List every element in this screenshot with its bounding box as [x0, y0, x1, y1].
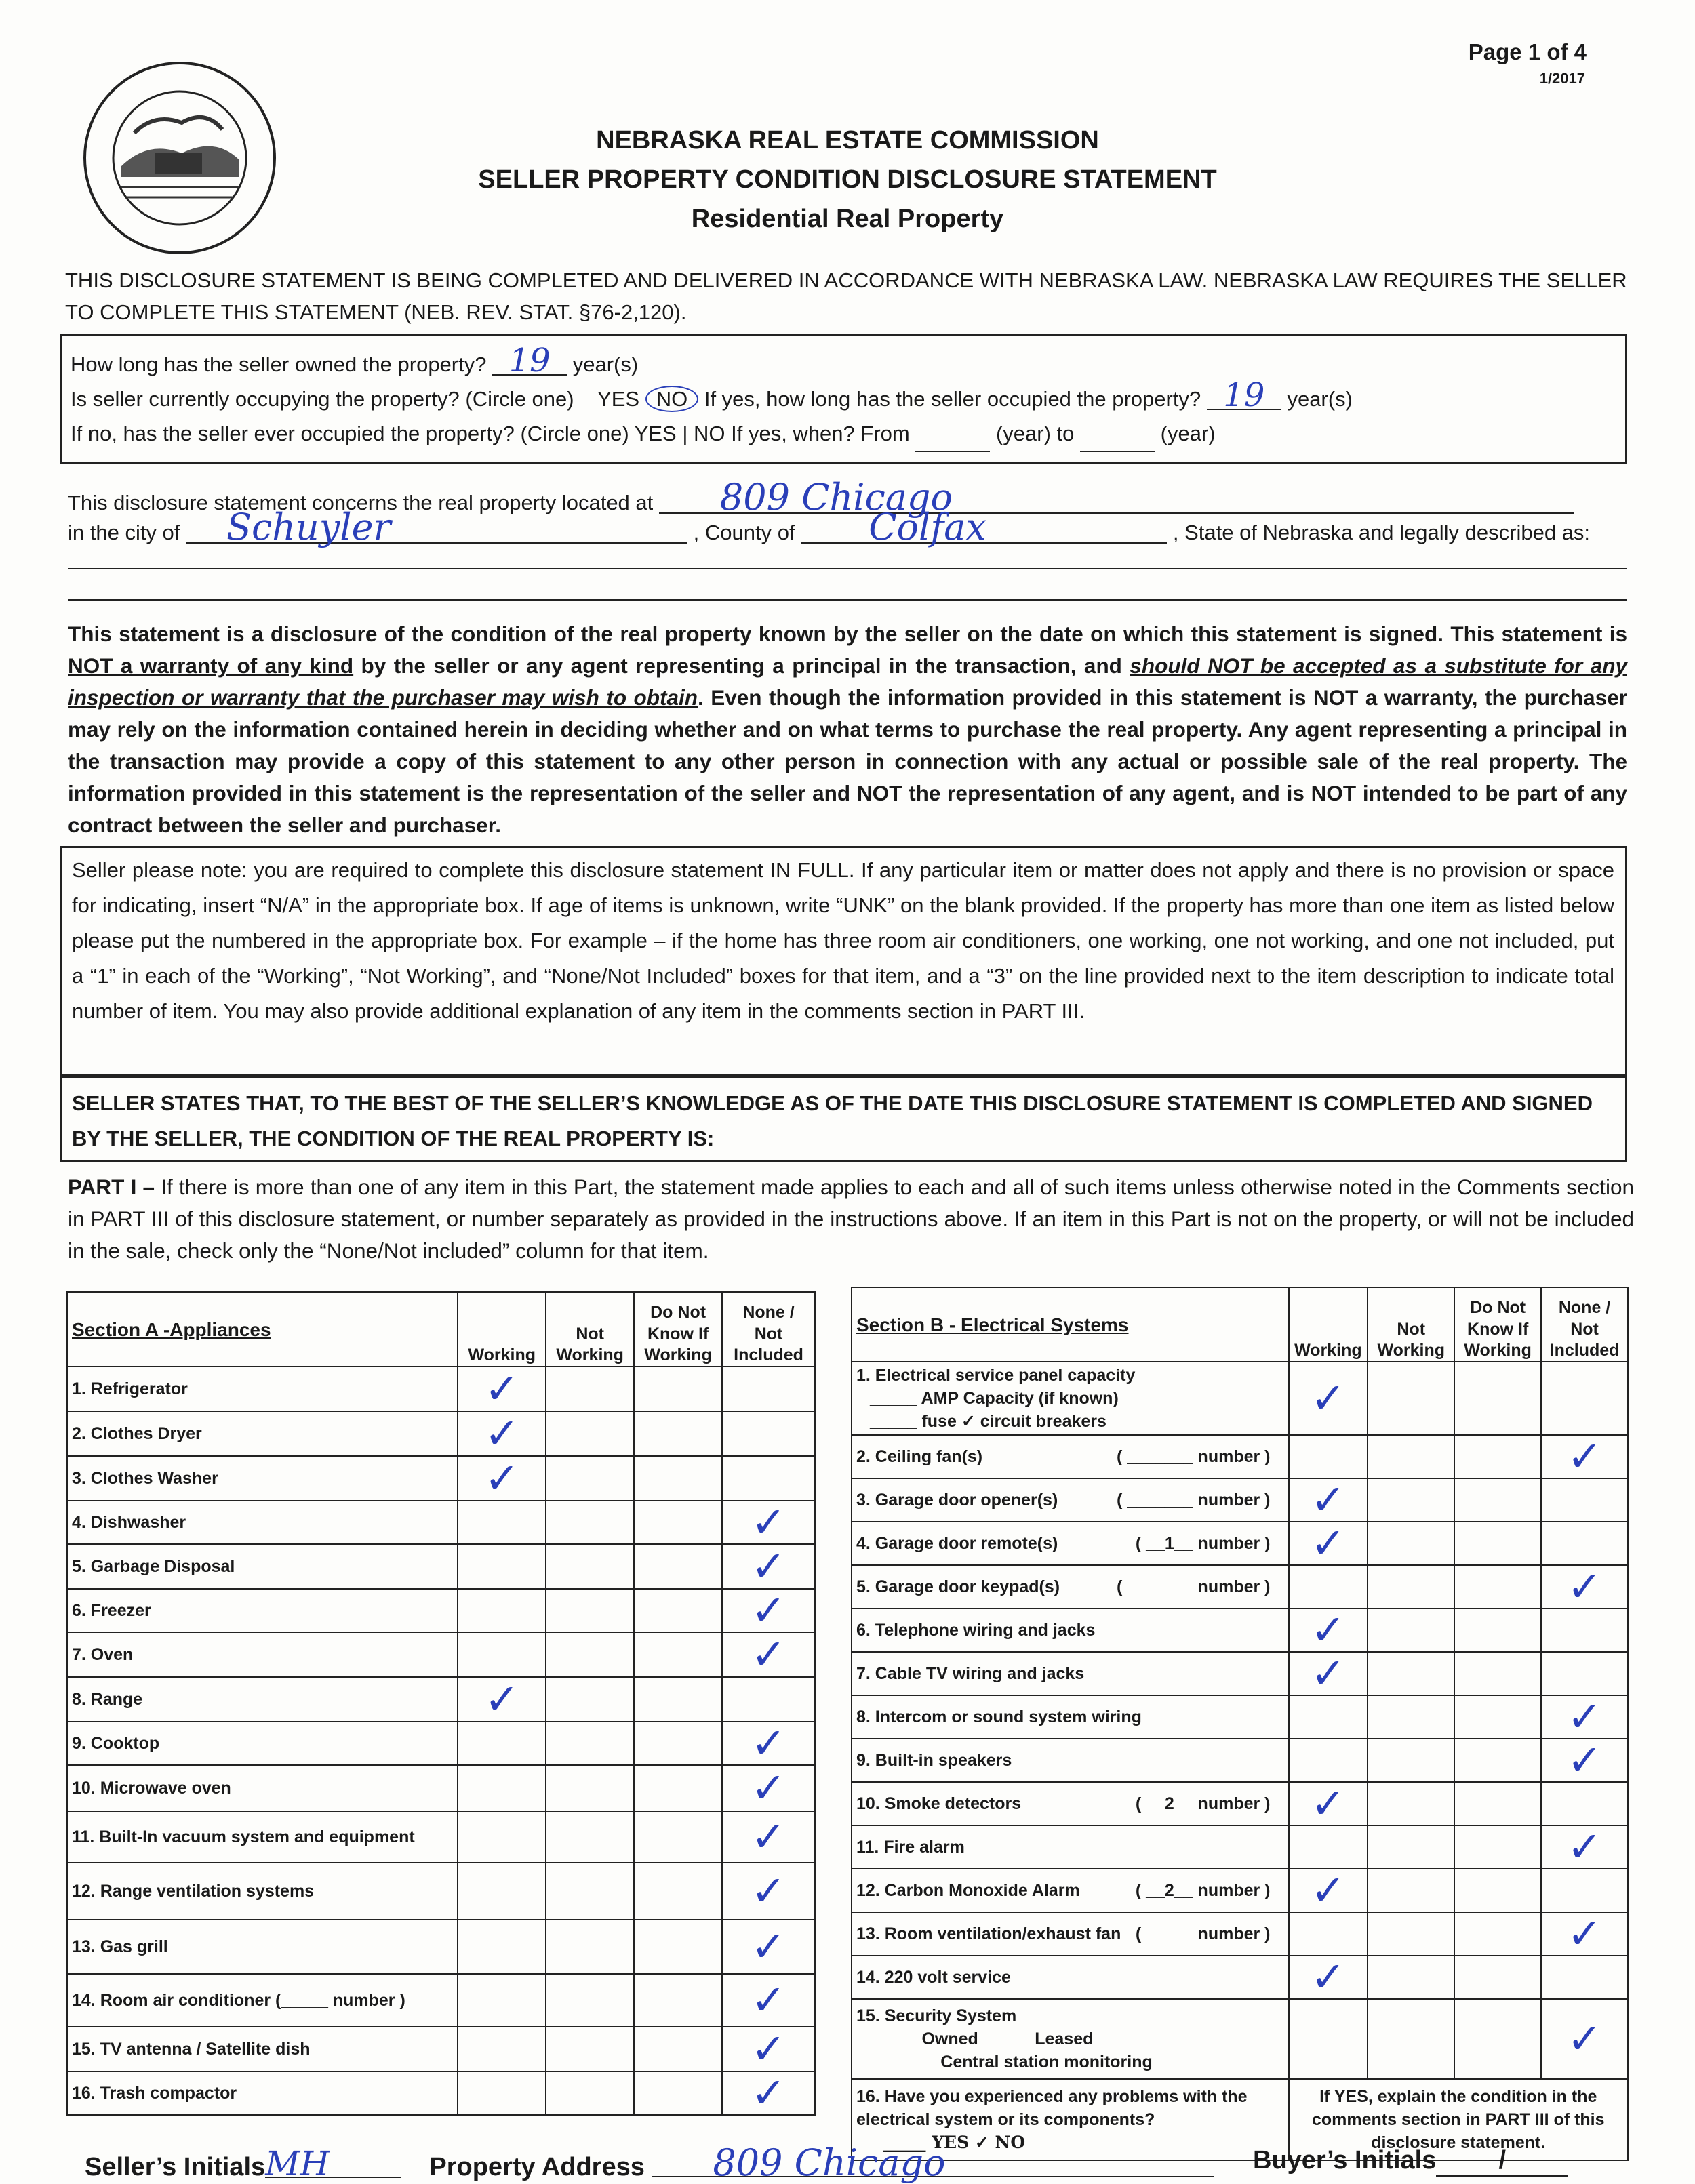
checkbox-dont_know[interactable]	[634, 2071, 722, 2115]
checkbox-none[interactable]	[722, 1541, 815, 1591]
checkbox-none[interactable]	[1541, 1999, 1628, 2079]
electrical-item-name: 12. Carbon Monoxide Alarm	[856, 1881, 1080, 1900]
checkbox-not_working[interactable]	[1368, 1522, 1454, 1565]
checkbox-working[interactable]	[458, 1863, 546, 1920]
electrical-row	[852, 1825, 1628, 1869]
check-mark-icon: ✓	[484, 1453, 520, 1503]
checkbox-working[interactable]	[1289, 1865, 1368, 1915]
checkbox-dont_know[interactable]	[634, 1765, 722, 1811]
county-field[interactable]: Colfax	[801, 512, 1167, 544]
checkbox-dont_know[interactable]	[1454, 1609, 1541, 1652]
electrical-label	[852, 1609, 1289, 1652]
checkbox-not_working[interactable]	[546, 1367, 634, 1411]
checkbox-not_working[interactable]	[546, 1456, 634, 1501]
seller-initials-field[interactable]: MH	[265, 2151, 401, 2178]
checkbox-not_working[interactable]	[546, 1677, 634, 1722]
checkbox-not_working[interactable]	[1368, 1869, 1454, 1912]
checkbox-working[interactable]	[458, 1674, 546, 1724]
checkbox-dont_know[interactable]	[634, 1863, 722, 1920]
checkbox-none[interactable]	[1541, 1956, 1628, 1999]
checkbox-not_working[interactable]	[546, 1501, 634, 1544]
check-mark-icon: ✓	[484, 1409, 520, 1458]
checkbox-none[interactable]	[1541, 1362, 1628, 1435]
check-mark-icon: ✓	[751, 1718, 786, 1768]
checkbox-not_working[interactable]	[1368, 1956, 1454, 1999]
checkbox-dont_know[interactable]	[1454, 1362, 1541, 1435]
appliance-row	[67, 1367, 815, 1411]
checkbox-dont_know[interactable]	[634, 1367, 722, 1411]
checkbox-dont_know[interactable]	[1454, 1652, 1541, 1695]
electrical-label	[852, 1782, 1289, 1825]
electrical-label	[852, 1912, 1289, 1956]
property-city-county: in the city of Schuyler , County of Colfax , State of Nebraska and legally described as:	[68, 506, 1591, 548]
appliance-label: 9. Cooktop	[67, 1722, 458, 1765]
checkbox-none[interactable]	[1541, 1562, 1628, 1611]
electrical-item-name: 6. Telephone wiring and jacks	[856, 1621, 1096, 1640]
appliance-label: 7. Oven	[67, 1632, 458, 1677]
electrical-label	[852, 1435, 1289, 1478]
checkbox-dont_know[interactable]	[634, 1677, 722, 1722]
checkbox-working[interactable]	[458, 1544, 546, 1589]
check-mark-icon: ✓	[751, 1497, 786, 1547]
checkbox-dont_know[interactable]	[634, 1811, 722, 1863]
appliance-row	[67, 1589, 815, 1632]
check-mark-icon: ✓	[1567, 2014, 1603, 2063]
checkbox-working[interactable]	[458, 2071, 546, 2115]
electrical-row	[852, 1956, 1628, 1999]
buyer-initials: Buyer’s Initials /	[1253, 2146, 1568, 2177]
checkbox-dont_know[interactable]	[634, 1411, 722, 1456]
checkbox-not_working[interactable]	[546, 1811, 634, 1863]
checkbox-dont_know[interactable]	[634, 2027, 722, 2071]
electrical-item-name: 13. Room ventilation/exhaust fan	[856, 1924, 1121, 1943]
check-mark-icon: ✓	[1310, 1605, 1346, 1655]
appliance-label: 11. Built-In vacuum system and equipment	[67, 1811, 458, 1863]
quantity-field[interactable]: ( __2__ number )	[1135, 1794, 1271, 1813]
appliance-row	[67, 1677, 815, 1722]
appliance-row	[67, 1456, 815, 1501]
electrical-problems-answer[interactable]: _____ YES ✓ NO	[883, 2132, 1026, 2152]
checkbox-not_working[interactable]	[546, 1411, 634, 1456]
electrical-problems-note: If YES, explain the condition in the comments section in PART III of this disclosure statement.	[1289, 2079, 1629, 2160]
electrical-sub-option[interactable]: _____ fuse ✓ circuit breakers	[870, 1412, 1106, 1431]
checkbox-working[interactable]	[458, 1453, 546, 1503]
footer-property-address-field[interactable]: 809 Chicago	[652, 2150, 1214, 2177]
checkbox-none[interactable]	[722, 1718, 815, 1768]
checkbox-working[interactable]	[1289, 1518, 1368, 1568]
check-mark-icon: ✓	[1310, 1518, 1346, 1568]
header-line-1: NEBRASKA REAL ESTATE COMMISSION	[596, 126, 1099, 155]
checkbox-working[interactable]	[1289, 1779, 1368, 1828]
check-mark-icon: ✓	[1310, 1475, 1346, 1524]
checkbox-not_working[interactable]	[1368, 1565, 1454, 1609]
checkbox-not_working[interactable]	[1368, 1652, 1454, 1695]
electrical-row	[852, 1739, 1628, 1782]
checkbox-not_working[interactable]	[1368, 1912, 1454, 1956]
checkbox-working[interactable]	[1289, 1565, 1368, 1609]
checkbox-dont_know[interactable]	[1454, 1478, 1541, 1522]
check-mark-icon: ✓	[751, 1812, 786, 1861]
warranty-statement: This statement is a disclosure of the condition of the real property known by the seller on the date on which this statement is signed. This statement is NOT a warranty of any kind by the seller or any agent representing a principal in the transaction, and should NOT be accepted as a substitute for any inspection or warranty that the purchaser may wish to obtain. Even though the information provided in this statement is NOT a warranty, the purchaser may rely on the information contained herein in deciding whether and on what terms to purchase the real property. Any agent representing a principal in the transaction may provide a copy of this statement to any other person in connection with any actual or possible sale of the real property. The information provided in this statement is the representation of the seller and NOT the representation of any agent, and is NOT intended to be part of any contract between the seller and purchaser.	[68, 622, 1627, 837]
checkbox-working[interactable]	[458, 2027, 546, 2071]
electrical-item-name: 14. 220 volt service	[856, 1968, 1011, 1987]
checkbox-working[interactable]	[1289, 1605, 1368, 1655]
checkbox-none[interactable]	[1541, 1609, 1628, 1652]
check-mark-icon: ✓	[484, 1674, 520, 1724]
checkbox-working[interactable]	[458, 1364, 546, 1413]
quantity-field[interactable]: ( _______ number )	[1117, 1577, 1271, 1596]
check-mark-icon: ✓	[751, 1866, 786, 1916]
checkbox-none[interactable]	[722, 1632, 815, 1677]
checkbox-working[interactable]	[458, 1765, 546, 1811]
footer: Seller’s InitialsMH Property Address 809 Chicago	[85, 2150, 1214, 2182]
checkbox-not_working[interactable]	[546, 1589, 634, 1632]
checkbox-working[interactable]	[458, 1722, 546, 1765]
check-mark-icon: ✓	[1310, 1865, 1346, 1915]
electrical-sub-option[interactable]: _____ AMP Capacity (if known)	[870, 1389, 1119, 1408]
check-mark-icon: ✓	[751, 1975, 786, 2025]
checkbox-not_working[interactable]	[546, 1544, 634, 1589]
checkbox-dont_know[interactable]	[1454, 1522, 1541, 1565]
electrical-label	[852, 1478, 1289, 1522]
appliance-label: 14. Room air conditioner (_____ number )	[67, 1974, 458, 2027]
checkbox-working[interactable]	[458, 1632, 546, 1677]
checkbox-dont_know[interactable]	[634, 1589, 722, 1632]
owned-question: How long has the seller owned the property? 19 year(s)	[71, 342, 639, 380]
checkbox-none[interactable]	[722, 1367, 815, 1411]
checkbox-working[interactable]	[458, 1589, 546, 1632]
col-dont-know-b: Do Not Know If Working	[1454, 1287, 1541, 1362]
checkbox-not_working[interactable]	[546, 2027, 634, 2071]
checkbox-working[interactable]	[458, 1411, 546, 1456]
appliance-row	[67, 1411, 815, 1456]
check-mark-icon: ✓	[1567, 1822, 1603, 1872]
checkbox-none[interactable]	[1541, 1735, 1628, 1785]
quantity-field[interactable]: ( _______ number )	[1117, 1447, 1271, 1466]
check-mark-icon: ✓	[1310, 1649, 1346, 1698]
appliance-row	[67, 1632, 815, 1677]
col-working-b: Working	[1289, 1287, 1368, 1362]
checkbox-dont_know[interactable]	[1454, 1739, 1541, 1782]
checkbox-not_working[interactable]	[546, 1920, 634, 1974]
quantity-field[interactable]: ( _____ number )	[1135, 1924, 1271, 1943]
col-none-b: None / Not Included	[1541, 1287, 1628, 1362]
no-option-circled[interactable]: NO	[645, 386, 699, 412]
col-not-working-b: Not Working	[1368, 1287, 1454, 1362]
checkbox-none[interactable]	[1541, 1652, 1628, 1695]
checkbox-working[interactable]	[1289, 1952, 1368, 2002]
appliance-row	[67, 1501, 815, 1544]
appliance-row	[67, 2027, 815, 2071]
to-year-field[interactable]	[1080, 416, 1155, 452]
checkbox-working[interactable]	[1289, 1825, 1368, 1869]
electrical-sub-option[interactable]: _______ Central station monitoring	[870, 2052, 1153, 2071]
section-b-table	[851, 1287, 1629, 2161]
check-mark-icon: ✓	[751, 1541, 786, 1591]
checkbox-none[interactable]	[722, 1677, 815, 1722]
appliance-label: 8. Range	[67, 1677, 458, 1722]
check-mark-icon: ✓	[751, 1763, 786, 1813]
ever-occupied-question: If no, has the seller ever occupied the property? (Circle one) YES | NO If yes, when? From (year) to (year)	[71, 416, 1353, 452]
from-year-field[interactable]	[915, 416, 990, 452]
appliance-label: 4. Dishwasher	[67, 1501, 458, 1544]
checkbox-none[interactable]	[1541, 1432, 1628, 1481]
electrical-item-name: 9. Built-in speakers	[856, 1751, 1012, 1770]
check-mark-icon: ✓	[1567, 1735, 1603, 1785]
col-none-a: None / Not Included	[722, 1292, 815, 1367]
occupied-years-field[interactable]: 19	[1207, 382, 1281, 410]
not-warranty-phrase: NOT a warranty of any kind	[68, 653, 354, 678]
property-address-field[interactable]: 809 Chicago	[659, 483, 1574, 514]
checkbox-working[interactable]	[1289, 1435, 1368, 1478]
not-substitute-phrase: should NOT be accepted as a substitute for any inspection or warranty that the purchaser may wish to obtain	[68, 653, 1627, 710]
form-date: 1/2017	[1539, 70, 1585, 87]
electrical-item-name: 4. Garage door remote(s)	[856, 1534, 1058, 1553]
check-mark-icon: ✓	[484, 1364, 520, 1413]
checkbox-none[interactable]	[722, 1920, 815, 1974]
checkbox-dont_know[interactable]	[634, 1544, 722, 1589]
seller-note-text: Seller please note: you are required to complete this disclosure statement IN FULL. If any particular item or matter does not apply and there is no provision or space for indicating, insert “N/A” in the appropriate box. If age of items is unknown, write “UNK” on the blank provided. If the property has more than one item as listed below please put the numbered in the appropriate box. For example – if the home has three room air conditioners, one working, one not working, and one not included, put a “1” in each of the “Working”, “Not Working”, and “None/Not Included” boxes for that item, and a “3” on the line provided next to the item description to indicate total number of item. You may also provide additional explanation of any item in the comments section in PART III.	[72, 858, 1614, 1023]
appliance-row	[67, 1722, 815, 1765]
checkbox-working[interactable]	[1289, 1999, 1368, 2079]
seal-text	[80, 261, 280, 262]
property-location: This disclosure statement concerns the real property located at 809 Chicago	[68, 483, 1574, 519]
appliance-label: 15. TV antenna / Satellite dish	[67, 2027, 458, 2071]
checkbox-not_working[interactable]	[1368, 1739, 1454, 1782]
checkbox-not_working[interactable]	[546, 2071, 634, 2115]
section-a-title: Section A -Appliances	[72, 1318, 271, 1340]
electrical-problems-question: 16. Have you experienced any problems with the electrical system or its components? _____ YES ✓ NO	[852, 2079, 1289, 2160]
check-mark-icon: ✓	[751, 2024, 786, 2074]
checkbox-not_working[interactable]	[546, 1632, 634, 1677]
appliance-label: 2. Clothes Dryer	[67, 1411, 458, 1456]
checkbox-none[interactable]	[722, 2024, 815, 2074]
checkbox-dont_know[interactable]	[1454, 1999, 1541, 2079]
appliance-label: 13. Gas grill	[67, 1920, 458, 1974]
electrical-label	[852, 1999, 1289, 2079]
owned-years-field[interactable]: 19	[492, 347, 567, 376]
city-field[interactable]: Schuyler	[186, 512, 687, 544]
section-a-table	[66, 1291, 816, 2116]
electrical-row	[852, 1565, 1628, 1609]
check-mark-icon: ✓	[1567, 1562, 1603, 1611]
occupancy-questions	[71, 342, 1353, 452]
quantity-field[interactable]: ( __1__ number )	[1135, 1534, 1271, 1553]
checkbox-not_working[interactable]	[1368, 1695, 1454, 1739]
electrical-item-name: 11. Fire alarm	[856, 1838, 965, 1857]
electrical-label	[852, 1869, 1289, 1912]
electrical-item-name: 2. Ceiling fan(s)	[856, 1447, 983, 1466]
checkbox-dont_know[interactable]	[1454, 1825, 1541, 1869]
checkbox-not_working[interactable]	[1368, 1825, 1454, 1869]
electrical-row	[852, 1362, 1628, 1435]
checkbox-none[interactable]	[722, 1585, 815, 1635]
checkbox-dont_know[interactable]	[634, 1456, 722, 1501]
col-working-a: Working	[458, 1292, 546, 1367]
checkbox-not_working[interactable]	[546, 1765, 634, 1811]
legal-description-line-2[interactable]	[68, 599, 1627, 601]
seller-states-text: SELLER STATES THAT, TO THE BEST OF THE SELLER’S KNOWLEDGE AS OF THE DATE THIS DISCLOSURE STATEMENT IS COMPLETED AND SIGNED BY THE SELLER, THE CONDITION OF THE REAL PROPERTY IS:	[72, 1091, 1593, 1150]
checkbox-none[interactable]	[722, 1811, 815, 1863]
checkbox-dont_know[interactable]	[634, 1632, 722, 1677]
checkbox-dont_know[interactable]	[634, 1722, 722, 1765]
checkbox-not_working[interactable]	[1368, 1609, 1454, 1652]
electrical-row	[852, 1869, 1628, 1912]
checkbox-not_working[interactable]	[1368, 1362, 1454, 1435]
section-b-title: Section B - Electrical Systems	[856, 1314, 1129, 1335]
appliance-row	[67, 1811, 815, 1863]
col-not-working-a: Not Working	[546, 1292, 634, 1367]
check-mark-icon: ✓	[1567, 1432, 1603, 1481]
checkbox-working[interactable]	[458, 1501, 546, 1544]
check-mark-icon: ✓	[751, 2068, 786, 2118]
electrical-row	[852, 1609, 1628, 1652]
appliance-label: 16. Trash compactor	[67, 2071, 458, 2115]
checkbox-not_working[interactable]	[546, 1974, 634, 2027]
checkbox-working[interactable]	[458, 1974, 546, 2027]
appliance-label: 5. Garbage Disposal	[67, 1544, 458, 1589]
appliance-row	[67, 1920, 815, 1974]
electrical-label	[852, 1956, 1289, 1999]
checkbox-working[interactable]	[1289, 1695, 1368, 1739]
electrical-item-name: 7. Cable TV wiring and jacks	[856, 1664, 1085, 1683]
checkbox-dont_know[interactable]	[634, 1974, 722, 2027]
checkbox-none[interactable]	[1541, 1782, 1628, 1825]
electrical-item-name: 1. Electrical service panel capacity	[856, 1366, 1136, 1385]
checkbox-working[interactable]	[458, 1920, 546, 1974]
quantity-field[interactable]: ( __2__ number )	[1135, 1881, 1271, 1900]
electrical-item-name: 15. Security System	[856, 2006, 1017, 2025]
checkbox-dont_know[interactable]	[1454, 1912, 1541, 1956]
checkbox-dont_know[interactable]	[1454, 1565, 1541, 1609]
electrical-row	[852, 1999, 1628, 2079]
appliance-row	[67, 1974, 815, 2027]
yes-option[interactable]: YES	[597, 387, 640, 411]
check-mark-icon: ✓	[751, 1922, 786, 1971]
checkbox-none[interactable]	[1541, 1522, 1628, 1565]
checkbox-none[interactable]	[1541, 1909, 1628, 1958]
appliance-row	[67, 2071, 815, 2115]
appliance-row	[67, 1765, 815, 1811]
checkbox-not_working[interactable]	[546, 1863, 634, 1920]
checkbox-dont_know[interactable]	[1454, 1956, 1541, 1999]
legal-description-line-1[interactable]	[68, 568, 1627, 569]
check-mark-icon: ✓	[1310, 1373, 1346, 1423]
appliance-label: 3. Clothes Washer	[67, 1456, 458, 1501]
checkbox-dont_know[interactable]	[634, 1501, 722, 1544]
checkbox-not_working[interactable]	[1368, 1782, 1454, 1825]
electrical-row	[852, 1652, 1628, 1695]
checkbox-none[interactable]	[722, 1974, 815, 2027]
electrical-item-name: 8. Intercom or sound system wiring	[856, 1707, 1142, 1726]
checkbox-none[interactable]	[722, 1863, 815, 1920]
checkbox-not_working[interactable]	[1368, 1478, 1454, 1522]
intro-text: THIS DISCLOSURE STATEMENT IS BEING COMPLETED AND DELIVERED IN ACCORDANCE WITH NEBRASKA LAW. NEBRASKA LAW REQUIRES THE SELLER TO COMPLETE THIS STATEMENT (NEB. REV. STAT. §76-2,120).	[65, 268, 1627, 324]
electrical-label	[852, 1522, 1289, 1565]
checkbox-none[interactable]	[722, 1411, 815, 1456]
electrical-sub-option[interactable]: _____ Owned _____ Leased	[870, 2029, 1094, 2048]
electrical-item-name: 5. Garage door keypad(s)	[856, 1577, 1060, 1596]
electrical-item-name: 10. Smoke detectors	[856, 1794, 1022, 1813]
checkbox-none[interactable]	[722, 2068, 815, 2118]
checkbox-none[interactable]	[1541, 1692, 1628, 1741]
checkbox-dont_know[interactable]	[1454, 1869, 1541, 1912]
checkbox-none[interactable]	[1541, 1822, 1628, 1872]
electrical-label	[852, 1565, 1289, 1609]
col-dont-know-a: Do Not Know If Working	[634, 1292, 722, 1367]
checkbox-not_working[interactable]	[1368, 1999, 1454, 2079]
checkbox-dont_know[interactable]	[1454, 1435, 1541, 1478]
occupying-question: Is seller currently occupying the property? (Circle one) YES NO If yes, how long has the seller occupied the property? 19 year(s)	[71, 376, 1353, 414]
checkbox-not_working[interactable]	[1368, 1435, 1454, 1478]
part1-text: PART I – If there is more than one of any item in this Part, the statement made applies to each and all of such items unless otherwise noted in the Comments section in PART III of this disclosure statement, or number separately as provided in the instructions above. If an item in this Part is not on the property, or will not be included in the sale, check only the “None/Not included” column for that item.	[68, 1175, 1634, 1263]
electrical-row	[852, 1435, 1628, 1478]
electrical-label	[852, 1652, 1289, 1695]
checkbox-none[interactable]	[722, 1497, 815, 1547]
page-number: Page 1 of 4	[1468, 39, 1587, 64]
header-line-2: SELLER PROPERTY CONDITION DISCLOSURE STATEMENT	[478, 165, 1217, 194]
checkbox-working[interactable]	[1289, 1912, 1368, 1956]
appliance-label: 1. Refrigerator	[67, 1367, 458, 1411]
checkbox-working[interactable]	[458, 1811, 546, 1863]
appliance-label: 12. Range ventilation systems	[67, 1863, 458, 1920]
electrical-row	[852, 1695, 1628, 1739]
electrical-row	[852, 1912, 1628, 1956]
check-mark-icon: ✓	[751, 1630, 786, 1679]
appliance-row	[67, 1544, 815, 1589]
check-mark-icon: ✓	[1567, 1692, 1603, 1741]
checkbox-none[interactable]	[722, 1456, 815, 1501]
electrical-label	[852, 1825, 1289, 1869]
header-line-3: Residential Real Property	[691, 205, 1004, 233]
checkbox-working[interactable]	[1289, 1739, 1368, 1782]
appliance-label: 10. Microwave oven	[67, 1765, 458, 1811]
electrical-row	[852, 1478, 1628, 1522]
quantity-field[interactable]: ( _______ number )	[1117, 1491, 1271, 1510]
electrical-row	[852, 1522, 1628, 1565]
electrical-label	[852, 1362, 1289, 1435]
document-header	[0, 121, 1695, 239]
electrical-row	[852, 1782, 1628, 1825]
checkbox-dont_know[interactable]	[1454, 1695, 1541, 1739]
appliance-row	[67, 1863, 815, 1920]
check-mark-icon: ✓	[1310, 1952, 1346, 2002]
checkbox-none[interactable]	[722, 1765, 815, 1811]
electrical-item-name: 3. Garage door opener(s)	[856, 1491, 1058, 1510]
appliance-label: 6. Freezer	[67, 1589, 458, 1632]
electrical-label	[852, 1695, 1289, 1739]
checkbox-working[interactable]	[1289, 1475, 1368, 1524]
check-mark-icon: ✓	[1310, 1779, 1346, 1828]
checkbox-dont_know[interactable]	[1454, 1782, 1541, 1825]
checkbox-none[interactable]	[1541, 1869, 1628, 1912]
check-mark-icon: ✓	[751, 1585, 786, 1635]
checkbox-none[interactable]	[1541, 1478, 1628, 1522]
buyer-initials-field[interactable]: /	[1436, 2146, 1568, 2177]
checkbox-not_working[interactable]	[546, 1722, 634, 1765]
checkbox-working[interactable]	[1289, 1649, 1368, 1698]
checkbox-dont_know[interactable]	[634, 1920, 722, 1974]
check-mark-icon: ✓	[1567, 1909, 1603, 1958]
checkbox-working[interactable]	[1289, 1362, 1368, 1435]
electrical-label	[852, 1739, 1289, 1782]
